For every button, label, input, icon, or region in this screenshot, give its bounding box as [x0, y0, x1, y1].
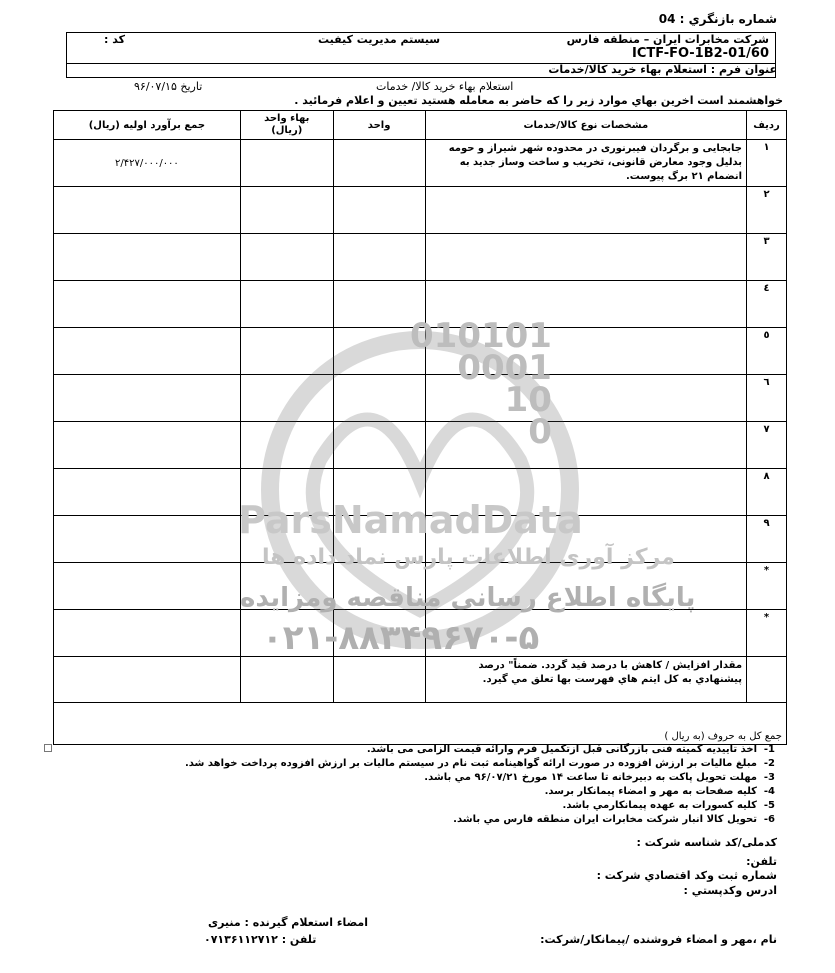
vendor-signature: نام ،مهر و امضاء فروشنده /پیمانکار/شرکت: [540, 933, 777, 946]
row-total [54, 469, 241, 516]
row-description [425, 328, 746, 375]
row-number: ١ [747, 140, 787, 187]
increase-unit [333, 657, 425, 703]
table-row [54, 281, 787, 328]
row-total [54, 610, 241, 657]
row-number: ٩ [747, 516, 787, 563]
row-number: ٥ [747, 328, 787, 375]
quality-system: سیستم مدیریت کیفیت [318, 33, 441, 46]
phone-label: تلفن: [746, 855, 777, 868]
row-number: * [747, 563, 787, 610]
row-description [425, 516, 746, 563]
col-header-row: رديف [747, 111, 787, 140]
row-unit-price [240, 281, 333, 328]
row-unit-price [240, 140, 333, 187]
row-description: جابجایی و برگردان فیبرنوری در محدوده شهر شیراز و حومه بدلیل وجود معارض قانونی، تخریب و ساخت وساز جدید به انضمام ۲۱ برگ پیوست. [425, 140, 746, 187]
row-unit [333, 234, 425, 281]
row-total [54, 187, 241, 234]
note-item [453, 814, 775, 825]
row-unit-price [240, 375, 333, 422]
row-unit-price [240, 234, 333, 281]
row-total [54, 234, 241, 281]
row-total [54, 328, 241, 375]
row-unit [333, 422, 425, 469]
note-number: 4- [763, 786, 775, 797]
table-row [54, 610, 787, 657]
increase-total [54, 657, 241, 703]
row-unit [333, 563, 425, 610]
increase-unit-price [240, 657, 333, 703]
row-unit-price [240, 469, 333, 516]
note-text: كليه صفحات به مهر و امضاء پيمانكار برسد. [544, 786, 757, 797]
increase-row-num [747, 657, 787, 703]
form-code: ICTF-FO-1B2-01/60 [631, 46, 769, 61]
row-description [425, 610, 746, 657]
total-words-row [54, 703, 787, 745]
note-item [185, 758, 775, 769]
note-number: 3- [763, 772, 775, 783]
table-row [54, 375, 787, 422]
form-title: عنوان فرم : استعلام بهاء خرید کالا/خدمات [548, 63, 777, 76]
registration-label: شماره ثبت وكد اقتصادي شركت : [596, 869, 777, 882]
row-unit-price [240, 187, 333, 234]
watermark-phone: ۰۲۱-۸۸۳۴۹۶۷۰-۵ [262, 618, 540, 658]
row-total [54, 516, 241, 563]
company-name: شرکت مخابرات ایران – منطقه فارس [566, 33, 769, 46]
code-label: کد : [104, 33, 125, 46]
inquiry-signature: امضاء استعلام گیرنده : منیری [208, 916, 369, 929]
table-row [54, 563, 787, 610]
row-unit [333, 140, 425, 187]
row-description [425, 375, 746, 422]
watermark-brand: ParsNamadData [238, 498, 583, 542]
row-number: ٨ [747, 469, 787, 516]
watermark-binary: 010101 0001 10 0 [410, 316, 552, 452]
note-text: مهلت تحويل پاكت به دبيرخانه تا ساعت ۱۴ مورخ ۹۶/۰۷/۲۱ مي باشد. [424, 772, 757, 783]
revision-number: شماره بازنگري : 04 [658, 12, 777, 26]
row-total [54, 563, 241, 610]
row-unit-price [240, 563, 333, 610]
row-unit [333, 375, 425, 422]
table-row [54, 187, 787, 234]
row-description [425, 281, 746, 328]
note-item [563, 800, 775, 811]
note-item [545, 786, 775, 797]
table-row [54, 234, 787, 281]
row-unit-price [240, 610, 333, 657]
row-description [425, 563, 746, 610]
row-number: ٦ [747, 375, 787, 422]
note-text: مبلغ ماليات بر ارزش افزوده در صورت ارائه گواهينامه ثبت نام در سيستم ماليات بر ارزش افزوده پرداخت خواهد شد. [184, 758, 757, 769]
row-description [425, 234, 746, 281]
row-unit-price [240, 328, 333, 375]
total-words: جمع کل به حروف (به ریال ) [54, 703, 787, 745]
note-number: 2- [763, 758, 775, 769]
row-number: ٧ [747, 422, 787, 469]
table-row [54, 516, 787, 563]
table-row [54, 469, 787, 516]
row-unit [333, 328, 425, 375]
note-number: 1- [763, 744, 775, 755]
note-text: تحويل كالا انبار شركت مخابرات ايران منطقه فارس مي باشد. [453, 814, 757, 825]
row-description [425, 187, 746, 234]
inquiry-date: تاریخ ۹۶/۰۷/۱۵ [134, 80, 203, 93]
items-table [53, 110, 787, 745]
row-number: ٣ [747, 234, 787, 281]
row-unit-price [240, 422, 333, 469]
row-unit [333, 469, 425, 516]
watermark-line2: پایگاه اطلاع رسانی مناقصه ومزایده [240, 583, 696, 613]
row-total: ۲/۴۲۷/۰۰۰/۰۰۰ [54, 140, 241, 187]
row-description [425, 469, 746, 516]
increase-row [54, 657, 787, 703]
row-unit [333, 187, 425, 234]
note-item [424, 772, 775, 783]
postal-label: ادرس وكدپستي : [683, 884, 777, 897]
note-number: 6- [763, 814, 775, 825]
row-unit [333, 516, 425, 563]
table-row [54, 140, 787, 187]
col-header-total: جمع برآورد اولیه (ریال) [54, 111, 241, 140]
row-number: ٤ [747, 281, 787, 328]
note-number: 5- [763, 800, 775, 811]
col-header-unit: واحد [333, 111, 425, 140]
request-text: خواهشمند است اخرين بهاي موارد زير را كه حاضر به معامله هستيد تعيين و اعلام فرمائيد . [294, 94, 783, 107]
row-total [54, 375, 241, 422]
col-header-description: مشخصات نوع كالا/خدمات [425, 111, 746, 140]
table-header-row [54, 111, 787, 140]
table-row [54, 328, 787, 375]
small-checkbox [44, 744, 52, 752]
national-id-label: کدملی/کد شناسه شرکت : [636, 836, 777, 849]
note-text: اخذ تاییدیه کمیته فنی بازرگانی قبل ازتکمیل فرم وارائه قیمت الزامی می باشد. [366, 744, 757, 755]
note-text: كليه كسورات به عهده پيمانكارمي باشد. [562, 800, 757, 811]
row-number: ٢ [747, 187, 787, 234]
watermark-line1: مرکز آوری اطلاعات پارس نماد داده ها [262, 545, 675, 570]
row-unit [333, 610, 425, 657]
increase-note: مقدار افزايش / كاهش با درصد قيد گردد. ضمناً" درصد پيشنهادي به كل ايتم هاي فهرست بها تعلق مي گيرد. [425, 657, 746, 703]
row-total [54, 281, 241, 328]
inquiry-type: استعلام بهاء خريد کالا/ خدمات [376, 80, 514, 93]
row-number: * [747, 610, 787, 657]
row-total [54, 422, 241, 469]
row-description [425, 422, 746, 469]
row-unit [333, 281, 425, 328]
requester-phone: تلفن : ۰۷۱۳۶۱۱۲۷۱۲ [204, 933, 317, 946]
col-header-unit-price: بهاء واحد (ریال) [240, 111, 333, 140]
row-unit-price [240, 516, 333, 563]
table-row [54, 422, 787, 469]
note-item [367, 744, 775, 755]
